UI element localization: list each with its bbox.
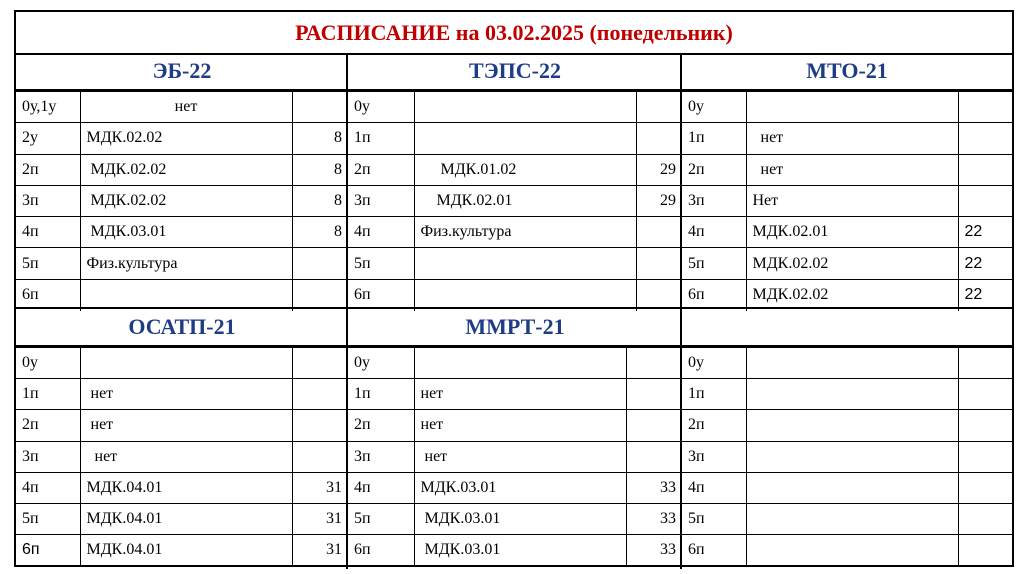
period-cell: 1п <box>682 123 746 154</box>
period-cell: 4п <box>682 472 746 503</box>
group-schedule-table <box>348 347 682 566</box>
schedule-row <box>682 217 1012 248</box>
room-cell: 33 <box>626 535 682 566</box>
period-cell: 0у <box>682 92 746 123</box>
subject-cell: МДК.02.02 <box>80 123 292 154</box>
schedule-row <box>348 348 682 379</box>
period-cell: 5п <box>16 503 80 534</box>
subject-cell <box>80 348 292 379</box>
schedule-row <box>348 279 682 310</box>
schedule-row <box>348 441 682 472</box>
period-cell: 4п <box>682 217 746 248</box>
schedule-row <box>16 279 348 310</box>
schedule-row <box>348 92 682 123</box>
room-cell <box>958 348 1012 379</box>
row-divider <box>16 307 1012 309</box>
schedule-row <box>16 441 348 472</box>
room-cell: 22 <box>958 248 1012 279</box>
subject-cell: Физ.культура <box>414 217 636 248</box>
schedule-row <box>682 123 1012 154</box>
subject-cell <box>746 92 958 123</box>
group-schedule-table <box>682 91 1012 311</box>
schedule-row <box>682 348 1012 379</box>
room-cell <box>636 279 682 310</box>
period-cell: 3п <box>348 185 414 216</box>
group-schedule-table <box>682 347 1012 566</box>
schedule-row <box>16 410 348 441</box>
room-cell: 29 <box>636 154 682 185</box>
period-cell: 0у,1у <box>16 92 80 123</box>
group-block <box>16 53 348 310</box>
period-cell: 5п <box>348 503 414 534</box>
subject-cell <box>746 472 958 503</box>
schedule-row <box>348 123 682 154</box>
period-cell: 4п <box>348 217 414 248</box>
schedule-row <box>682 441 1012 472</box>
subject-cell: МДК.02.02 <box>80 154 292 185</box>
room-cell <box>958 92 1012 123</box>
subject-cell <box>414 123 636 154</box>
group-block <box>348 309 682 565</box>
room-cell <box>958 154 1012 185</box>
subject-cell <box>414 248 636 279</box>
schedule-row <box>348 185 682 216</box>
room-cell: 8 <box>292 154 348 185</box>
schedule-row <box>16 503 348 534</box>
column-divider <box>680 53 682 569</box>
room-cell: 31 <box>292 503 348 534</box>
schedule-row <box>682 379 1012 410</box>
schedule-row <box>16 92 348 123</box>
room-cell <box>958 472 1012 503</box>
period-cell: 6п <box>16 279 80 310</box>
period-cell: 3п <box>682 185 746 216</box>
subject-cell: МДК.02.02 <box>746 279 958 310</box>
room-cell <box>958 410 1012 441</box>
room-cell <box>292 279 348 310</box>
group-name: ТЭПС-22 <box>348 53 682 91</box>
subject-cell: МДК.02.01 <box>414 185 636 216</box>
period-cell: 3п <box>682 441 746 472</box>
schedule-row <box>682 535 1012 566</box>
subject-cell: нет <box>80 92 292 123</box>
schedule-row <box>348 503 682 534</box>
schedule-row <box>682 279 1012 310</box>
room-cell <box>626 348 682 379</box>
room-cell <box>958 441 1012 472</box>
period-cell: 2у <box>16 123 80 154</box>
group-name: ОСАТП-21 <box>16 309 348 347</box>
schedule-row <box>348 154 682 185</box>
subject-cell: нет <box>80 379 292 410</box>
period-cell: 1п <box>348 123 414 154</box>
subject-cell <box>746 441 958 472</box>
room-cell: 8 <box>292 123 348 154</box>
subject-cell: МДК.02.01 <box>746 217 958 248</box>
schedule-row <box>16 217 348 248</box>
period-cell: 3п <box>16 185 80 216</box>
subject-cell: МДК.02.02 <box>746 248 958 279</box>
schedule-row <box>682 92 1012 123</box>
room-cell: 31 <box>292 472 348 503</box>
room-cell: 8 <box>292 217 348 248</box>
schedule-row <box>348 535 682 566</box>
room-cell <box>292 410 348 441</box>
period-cell: 2п <box>682 410 746 441</box>
subject-cell: нет <box>414 441 626 472</box>
subject-cell: МДК.01.02 <box>414 154 636 185</box>
room-cell: 29 <box>636 185 682 216</box>
room-cell <box>636 92 682 123</box>
room-cell: 33 <box>626 472 682 503</box>
subject-cell: нет <box>746 154 958 185</box>
group-name <box>682 309 1012 347</box>
group-block <box>682 309 1012 565</box>
subject-cell: Физ.культура <box>80 248 292 279</box>
schedule-row <box>348 410 682 441</box>
group-name: ММРТ-21 <box>348 309 682 347</box>
period-cell: 2п <box>16 410 80 441</box>
period-cell: 5п <box>682 248 746 279</box>
period-cell: 6п <box>682 535 746 566</box>
subject-cell <box>414 279 636 310</box>
schedule-row <box>16 472 348 503</box>
room-cell: 8 <box>292 185 348 216</box>
room-cell <box>958 535 1012 566</box>
subject-cell: нет <box>746 123 958 154</box>
period-cell: 3п <box>16 441 80 472</box>
subject-cell <box>746 379 958 410</box>
subject-cell: МДК.04.01 <box>80 535 292 566</box>
subject-cell: нет <box>414 379 626 410</box>
group-schedule-table <box>16 347 348 566</box>
room-cell: 22 <box>958 279 1012 310</box>
schedule-row <box>682 185 1012 216</box>
schedule-title: РАСПИСАНИЕ на 03.02.2025 (понедельник) <box>16 12 1012 55</box>
period-cell: 2п <box>682 154 746 185</box>
group-schedule-table <box>16 91 348 311</box>
period-cell: 1п <box>682 379 746 410</box>
group-block <box>682 53 1012 310</box>
schedule-row <box>682 410 1012 441</box>
schedule-row <box>682 248 1012 279</box>
subject-cell: МДК.04.01 <box>80 503 292 534</box>
subject-cell: МДК.03.01 <box>414 503 626 534</box>
subject-cell: МДК.03.01 <box>80 217 292 248</box>
schedule-row <box>348 472 682 503</box>
period-cell: 5п <box>348 248 414 279</box>
period-cell: 0у <box>682 348 746 379</box>
subject-cell: МДК.04.01 <box>80 472 292 503</box>
subject-cell <box>746 503 958 534</box>
period-cell: 6п <box>682 279 746 310</box>
schedule-row <box>16 535 348 566</box>
room-cell: 22 <box>958 217 1012 248</box>
subject-cell <box>414 92 636 123</box>
room-cell <box>636 123 682 154</box>
schedule-row <box>16 248 348 279</box>
period-cell: 2п <box>348 154 414 185</box>
group-name: МТО-21 <box>682 53 1012 91</box>
room-cell <box>292 348 348 379</box>
room-cell <box>958 123 1012 154</box>
schedule-row <box>16 123 348 154</box>
column-divider <box>346 53 348 569</box>
subject-cell: МДК.02.02 <box>80 185 292 216</box>
period-cell: 2п <box>16 154 80 185</box>
subject-cell: нет <box>80 441 292 472</box>
room-cell <box>958 503 1012 534</box>
period-cell: 0у <box>348 92 414 123</box>
room-cell <box>958 185 1012 216</box>
room-cell <box>292 379 348 410</box>
schedule-row <box>16 348 348 379</box>
room-cell <box>292 248 348 279</box>
subject-cell <box>746 348 958 379</box>
schedule-row <box>348 379 682 410</box>
group-name: ЭБ-22 <box>16 53 348 91</box>
room-cell <box>292 441 348 472</box>
period-cell: 6п <box>348 279 414 310</box>
period-cell: 5п <box>682 503 746 534</box>
period-cell: 4п <box>348 472 414 503</box>
group-schedule-table <box>348 91 682 311</box>
subject-cell: нет <box>80 410 292 441</box>
group-block <box>16 309 348 565</box>
schedule-row <box>348 248 682 279</box>
period-cell: 1п <box>16 379 80 410</box>
period-cell: 4п <box>16 472 80 503</box>
schedule-sheet <box>14 10 1014 567</box>
period-cell: 0у <box>348 348 414 379</box>
group-block <box>348 53 682 310</box>
period-cell: 4п <box>16 217 80 248</box>
subject-cell <box>80 279 292 310</box>
room-cell: 33 <box>626 503 682 534</box>
subject-cell <box>414 348 626 379</box>
period-cell: 6п <box>348 535 414 566</box>
period-cell: 1п <box>348 379 414 410</box>
period-cell: 3п <box>348 441 414 472</box>
schedule-row <box>682 503 1012 534</box>
room-cell <box>636 248 682 279</box>
period-cell: 6п <box>16 535 80 566</box>
schedule-row <box>682 472 1012 503</box>
room-cell <box>626 441 682 472</box>
period-cell: 2п <box>348 410 414 441</box>
room-cell <box>636 217 682 248</box>
room-cell <box>292 92 348 123</box>
schedule-row <box>16 379 348 410</box>
subject-cell <box>746 410 958 441</box>
period-cell: 5п <box>16 248 80 279</box>
subject-cell <box>746 535 958 566</box>
subject-cell: нет <box>414 410 626 441</box>
schedule-row <box>682 154 1012 185</box>
schedule-row <box>16 185 348 216</box>
subject-cell: МДК.03.01 <box>414 472 626 503</box>
room-cell: 31 <box>292 535 348 566</box>
period-cell: 0у <box>16 348 80 379</box>
subject-cell: МДК.03.01 <box>414 535 626 566</box>
room-cell <box>626 379 682 410</box>
room-cell <box>626 410 682 441</box>
schedule-row <box>16 154 348 185</box>
schedule-row <box>348 217 682 248</box>
subject-cell: Нет <box>746 185 958 216</box>
room-cell <box>958 379 1012 410</box>
